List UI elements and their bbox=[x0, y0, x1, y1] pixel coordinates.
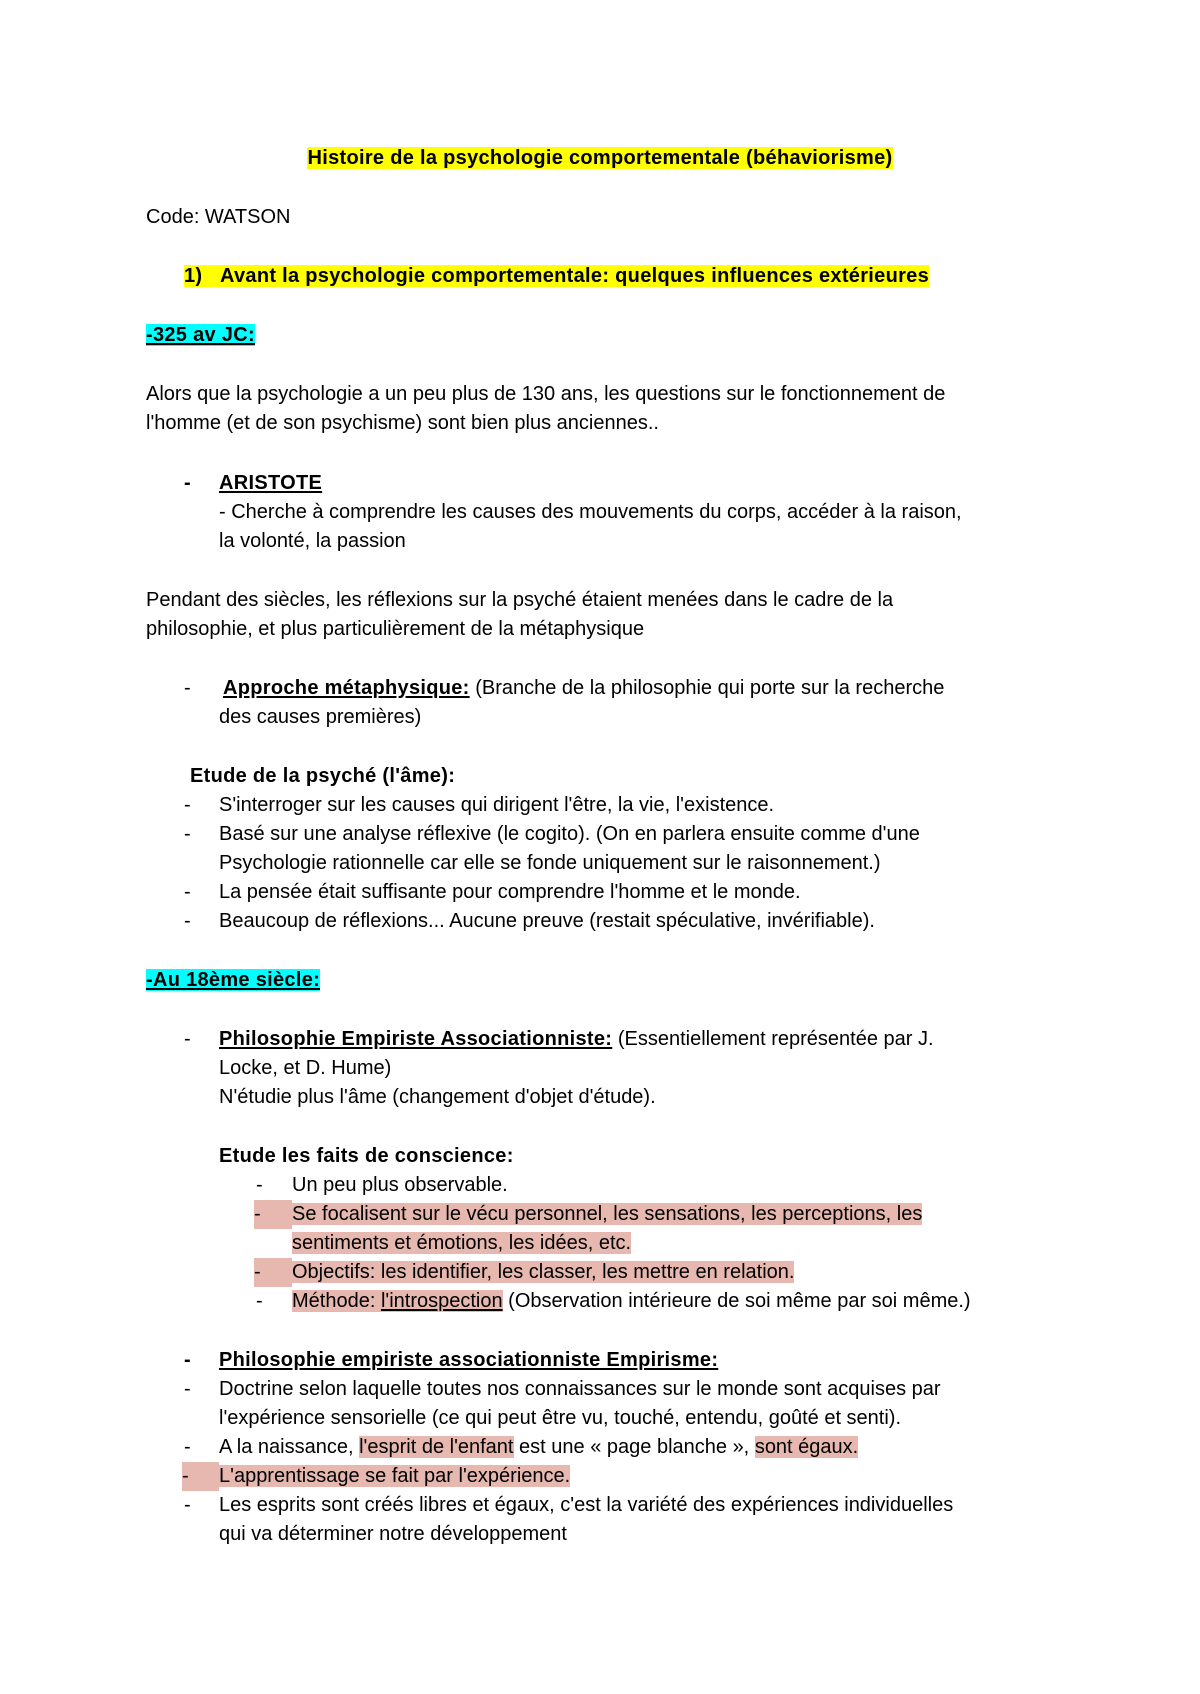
conscience-item bbox=[292, 1258, 794, 1287]
empirisme-item: qui va déterminer notre développement bbox=[219, 1523, 567, 1545]
metaphysique-label: Approche métaphysique: bbox=[223, 677, 470, 699]
conscience-item bbox=[292, 1229, 631, 1258]
aristote-line: - Cherche à comprendre les causes des mouvements du corps, accéder à la raison, bbox=[219, 501, 962, 523]
empiriste-line: Locke, et D. Hume) bbox=[219, 1057, 392, 1079]
era-heading bbox=[146, 321, 255, 350]
highlight: L'apprentissage se fait par l'expérience. bbox=[219, 1465, 571, 1487]
methode-prefix: Méthode: bbox=[292, 1290, 381, 1312]
psyche-item: S'interroger sur les causes qui dirigent l'être, la vie, l'existence. bbox=[219, 794, 775, 816]
empiriste-text: (Essentiellement représentée par J. bbox=[612, 1028, 934, 1050]
intro-line: l'homme (et de son psychisme) sont bien plus anciennes.. bbox=[146, 412, 659, 434]
title-text: Histoire de la psychologie comportementale (béhaviorisme) bbox=[307, 147, 893, 169]
empirisme-heading: Philosophie empiriste associationniste Empirisme: bbox=[219, 1349, 719, 1371]
introspection-term: l'introspection bbox=[380, 1290, 503, 1312]
empirisme-item: Les esprits sont créés libres et égaux, c'est la variété des expériences individuelles bbox=[219, 1494, 954, 1516]
conscience-heading: Etude les faits de conscience: bbox=[219, 1145, 514, 1167]
aristote-name: ARISTOTE bbox=[219, 472, 323, 494]
bullet-dash: - bbox=[184, 881, 191, 903]
section-number: 1) bbox=[184, 265, 203, 287]
metaphysique-line: des causes premières) bbox=[219, 706, 422, 728]
bullet-dash: - bbox=[254, 1258, 292, 1287]
highlight: Se focalisent sur le vécu personnel, les sensations, les perceptions, les bbox=[292, 1203, 923, 1225]
section-heading bbox=[184, 262, 929, 291]
era-label: -325 av JC: bbox=[146, 324, 255, 346]
aristote-line: la volonté, la passion bbox=[219, 530, 406, 552]
empiriste-line bbox=[219, 1025, 934, 1054]
page-title bbox=[0, 144, 1200, 173]
empirisme-item: Doctrine selon laquelle toutes nos connaissances sur le monde sont acquises par bbox=[219, 1378, 941, 1400]
section-title: Avant la psychologie comportementale: quelques influences extérieures bbox=[219, 265, 930, 287]
bullet-dash: - bbox=[254, 1200, 292, 1229]
psyche-item: Psychologie rationnelle car elle se fonde uniquement sur le raisonnement.) bbox=[219, 852, 881, 874]
empiriste-line: N'étudie plus l'âme (changement d'objet d'étude). bbox=[219, 1086, 656, 1108]
metaphysique-text: (Branche de la philosophie qui porte sur la recherche bbox=[469, 677, 945, 699]
empirisme-item bbox=[219, 1433, 858, 1462]
bullet-dash: - bbox=[182, 1462, 219, 1491]
code-line: Code: WATSON bbox=[146, 206, 291, 228]
psyche-item: La pensée était suffisante pour comprendre l'homme et le monde. bbox=[219, 881, 801, 903]
highlight: l'esprit de l'enfant bbox=[359, 1436, 514, 1458]
empirisme-item bbox=[219, 1462, 570, 1491]
bullet-dash: - bbox=[184, 1378, 191, 1400]
conscience-item bbox=[292, 1287, 971, 1316]
conscience-item: Un peu plus observable. bbox=[292, 1174, 508, 1196]
bullet-dash: - bbox=[184, 1028, 191, 1050]
bullet-dash: - bbox=[184, 1349, 191, 1371]
metaphysique-line bbox=[219, 674, 944, 703]
empirisme-item: l'expérience sensorielle (ce qui peut être vu, touché, entendu, goûté et senti). bbox=[219, 1407, 902, 1429]
highlight: sentiments et émotions, les idées, etc. bbox=[292, 1232, 632, 1254]
bullet-dash: - bbox=[184, 823, 191, 845]
psyche-heading: Etude de la psyché (l'âme): bbox=[190, 765, 456, 787]
bullet-dash: - bbox=[184, 1494, 191, 1516]
era-heading bbox=[146, 966, 320, 995]
highlight: sont égaux. bbox=[754, 1436, 859, 1458]
conscience-item bbox=[292, 1200, 922, 1229]
bullet-dash: - bbox=[184, 910, 191, 932]
paragraph-line: philosophie, et plus particulièrement de la métaphysique bbox=[146, 618, 645, 640]
highlight: Objectifs: les identifier, les classer, les mettre en relation. bbox=[292, 1261, 795, 1283]
bullet-dash: - bbox=[256, 1290, 263, 1312]
psyche-item: Beaucoup de réflexions... Aucune preuve (restait spéculative, invérifiable). bbox=[219, 910, 875, 932]
methode-suffix: (Observation intérieure de soi même par soi même.) bbox=[502, 1290, 971, 1312]
naissance-prefix: A la naissance, bbox=[219, 1436, 360, 1458]
paragraph-line: Pendant des siècles, les réflexions sur la psyché étaient menées dans le cadre de la bbox=[146, 589, 894, 611]
intro-line: Alors que la psychologie a un peu plus de 130 ans, les questions sur le fonctionnement de bbox=[146, 383, 946, 405]
bullet-dash: - bbox=[184, 677, 191, 699]
bullet-dash: - bbox=[184, 794, 191, 816]
era-label: -Au 18ème siècle: bbox=[146, 969, 321, 991]
psyche-item: Basé sur une analyse réflexive (le cogito). (On en parlera ensuite comme d'une bbox=[219, 823, 920, 845]
empiriste-label: Philosophie Empiriste Associationniste: bbox=[219, 1028, 613, 1050]
bullet-dash: - bbox=[256, 1174, 263, 1196]
naissance-mid: est une « page blanche », bbox=[513, 1436, 755, 1458]
bullet-dash: - bbox=[184, 1436, 191, 1458]
bullet-dash: - bbox=[184, 472, 191, 494]
